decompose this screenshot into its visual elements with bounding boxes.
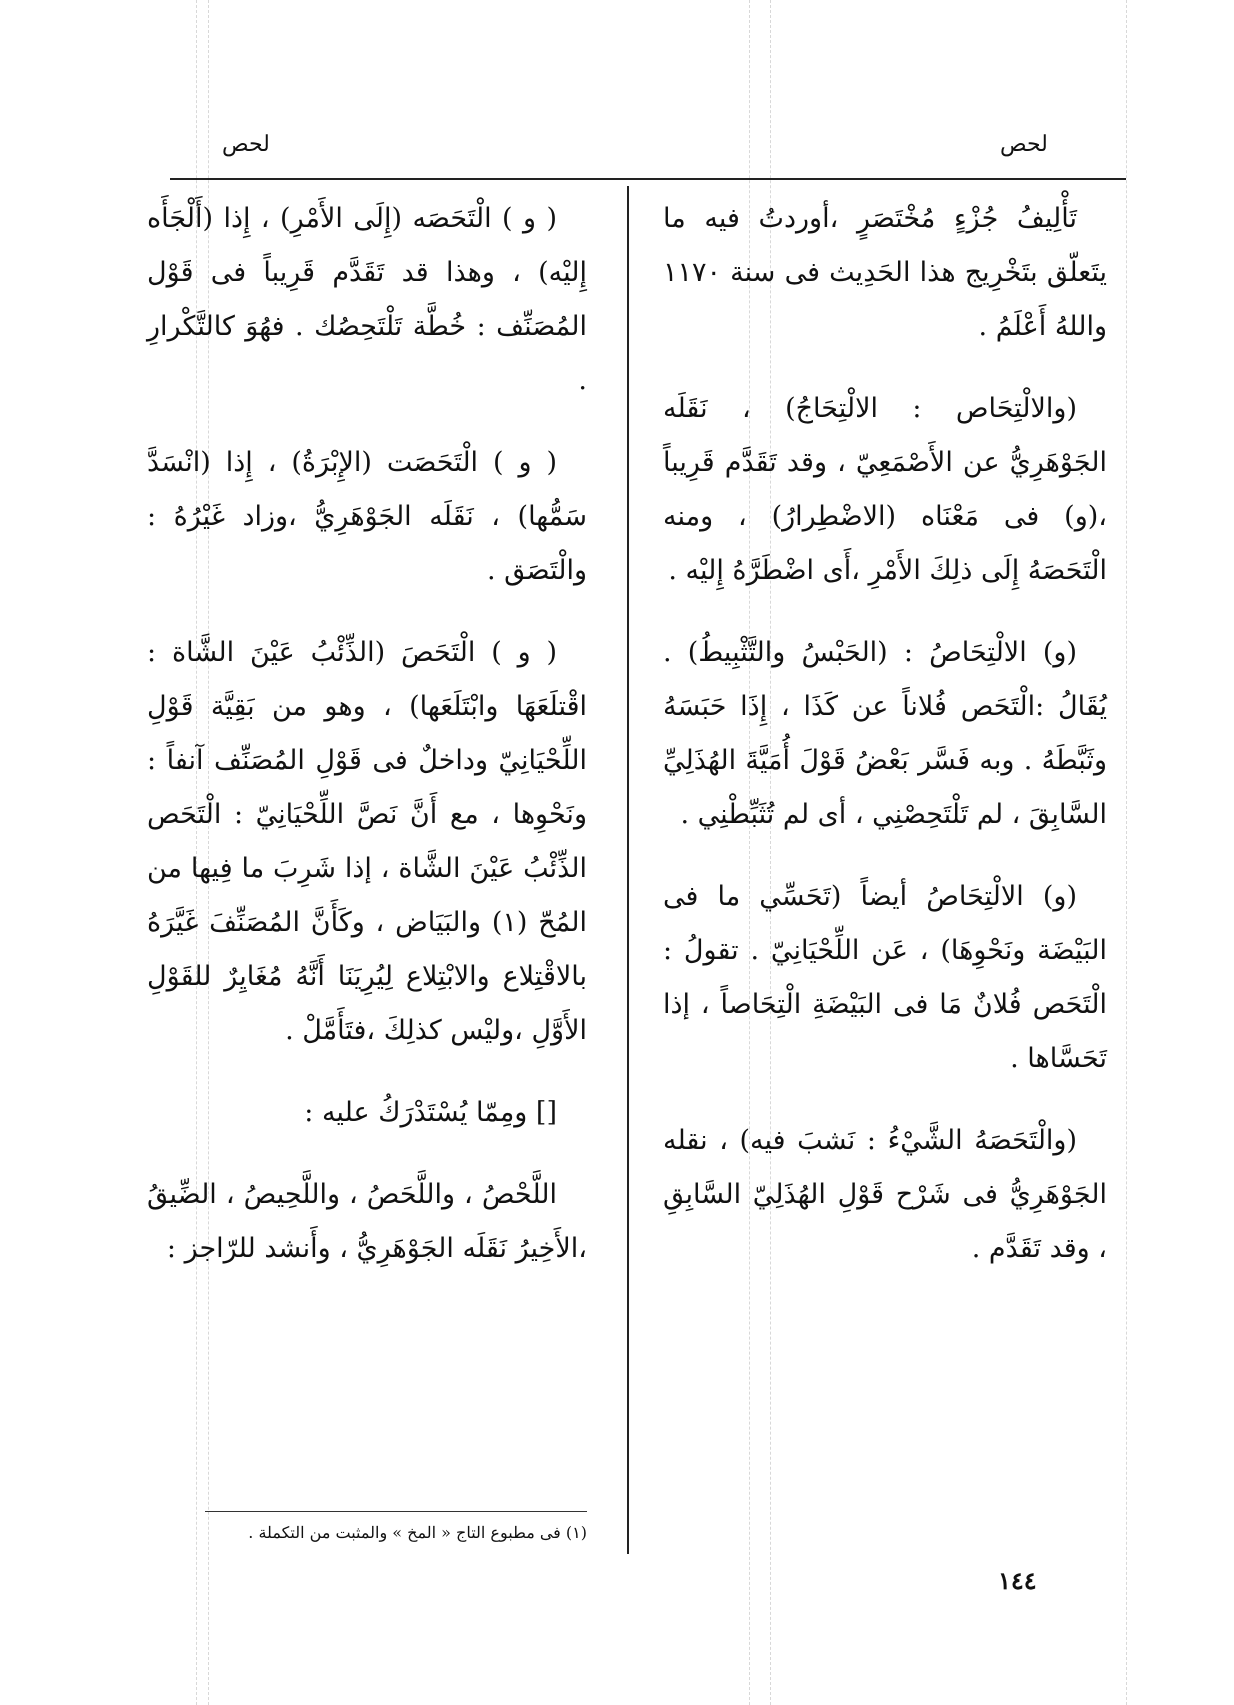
- column-divider: [627, 186, 629, 1554]
- footnote: (١) فى مطبوع التاج « المخ » والمثبت من التكملة .: [248, 1523, 587, 1542]
- header-rule: [170, 178, 1126, 180]
- paragraph: (و) الالْتِحَاصُ : (الحَبْسُ والتَّثْبِيطُ) . يُقَالُ :الْتَحَص فُلاناً عن كَذَا ، إِذَا حَبَسَهُ وثَبَّطَهُ . وبه فَسَّر بَعْضُ قَوْلَ أُمَيَّةَ الهُذَلِيِّ السَّابِقَ ، لم تَلْتَحِصْنِي ، أى لم تُثَبِّطْنِي .: [663, 637, 1107, 830]
- page-number: ١٤٤: [998, 1566, 1037, 1595]
- paragraph: ( و ) الْتَحَصَه (إِلَى الأَمْرِ) ، إِذا (أَلْجَأَه إِليْه) ، وهذا قد تَقَدَّم قَرِيباً فى قَوْل المُصَنِّف : خُطَّة تَلْتَحِصُك . فهُوَ كالتَّكْرارِ .: [147, 203, 587, 396]
- paragraph: اللَّحْصُ ، واللَّحَصُ ، واللَّحِيصُ ، الضِّيقُ ،الأَخِيرُ نَقَلَه الجَوْهَرِيُّ ، وأَنشد للرّاجز :: [147, 1179, 587, 1264]
- paragraph: [] ومِمّا يُسْتَدْرَكُ عليه :: [304, 1097, 557, 1128]
- paragraph: (والْتَحَصَهُ الشَّيْءُ : نَشبَ فيه) ، نقله الجَوْهَرِيُّ فى شَرْح قَوْلِ الهُذَلِيّ السَّابِقِ ، وقد تَقَدَّم .: [663, 1125, 1107, 1264]
- footnote-rule: [205, 1511, 587, 1512]
- running-header-right: لحص: [1000, 132, 1048, 157]
- paragraph: ( و ) الْتَحَصَت (الإِبْرَةُ) ، إِذا (انْسَدَّ سَمُّها) ، نَقَلَه الجَوْهَرِيُّ ،وزاد غَيْرُهُ : والْتَصَق .: [147, 447, 587, 586]
- running-header-left: لحص: [222, 132, 270, 157]
- left-column: [147, 192, 587, 1304]
- right-column: [663, 192, 1107, 1304]
- scan-guide-line: [1126, 0, 1127, 1705]
- paragraph: تَأْلِيفُ جُزْءٍ مُخْتَصَرٍ ،أوردتُ فيه ما يتَعلّق بتَخْرِيج هذا الحَدِيث فى سنة ١١٧٠ واللهُ أَعْلَمُ .: [663, 203, 1107, 342]
- paragraph: (والالْتِحَاص : الالْتِحَاجُ) ، نَقَلَه الجَوْهَرِيُّ عن الأَصْمَعِيّ ، وقد تَقَدَّم قَرِيباً ،(و) فى مَعْنَاه (الاضْطِرارُ) ، ومنه الْتَحَصَهُ إِلَى ذلِكَ الأَمْرِ ،أَى اضْطَرَّهُ إِليْه .: [663, 393, 1107, 586]
- paragraph: (و) الالْتِحَاصُ أيضاً (تَحَسِّي ما فى البَيْضَة ونَحْوِهَا) ، عَن اللِّحْيَانِيّ . تقولُ : الْتَحَص فُلانٌ مَا فى البَيْضَةِ الْتِحَاصاً ، إذا تَحَسَّاها .: [663, 881, 1107, 1074]
- paragraph: ( و ) الْتَحَصَ (الذِّئْبُ عَيْنَ الشَّاة : اقْتلَعَهَا وابْتَلَعَها) ، وهو من بَقِيَّة قَوْلِ اللِّحْيَانِيّ وداخلٌ فى قَوْلِ المُصَنِّف آنفاً : ونَحْوِها ، مع أَنَّ نَصَّ اللِّحْيَانِيّ : الْتَحَص الذِّئْبُ عَيْنَ الشَّاة ، إذا شَرِبَ ما فِيها من المُحّ (١) والبَيَاض ، وكَأَنَّ المُصَنِّفَ غَيَّرَهُ بالاقْتِلاع والابْتِلاع لِيُرِيَنَا أَنَّهُ مُغَايِرٌ للقَوْلِ الأَوَّلِ ،وليْس كذلِكَ ،فتَأَمَّلْ .: [147, 637, 587, 1046]
